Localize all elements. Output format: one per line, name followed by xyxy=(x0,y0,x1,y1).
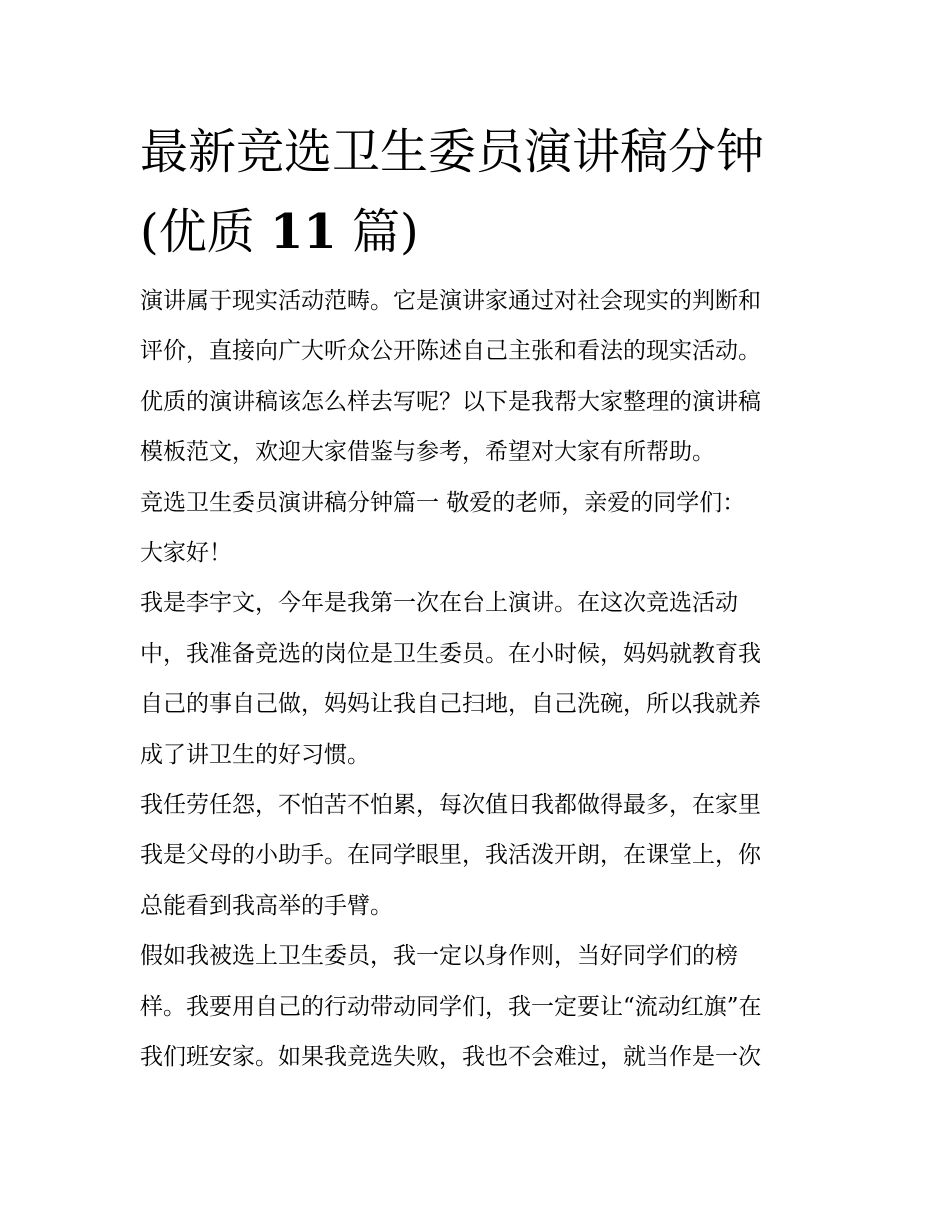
title-line-2-suffix: 篇) xyxy=(336,204,419,260)
text-line: 我是父母的小助手。在同学眼里，我活泼开朗，在课堂上，你 xyxy=(140,842,761,869)
text-line: 样。我要用自己的行动带动同学们，我一定要让“流动红旗”在 xyxy=(140,993,762,1020)
text-line: 优质的演讲稿该怎么样去写呢？以下是我帮大家整理的演讲稿 xyxy=(140,388,761,415)
greeting-paragraph xyxy=(140,528,820,578)
text-line: 我们班安家。如果我竞选失败，我也不会难过，就当作是一次 xyxy=(140,1044,761,1071)
body-paragraph xyxy=(140,780,820,931)
body-paragraph xyxy=(140,931,820,1082)
text-line: 总能看到我高举的手臂。 xyxy=(140,892,393,919)
intro-paragraph xyxy=(140,276,820,478)
title-line-1: 最新竞选卫生委员演讲稿分钟 xyxy=(140,124,765,180)
text-line: 演讲属于现实活动范畴。它是演讲家通过对社会现实的判断和 xyxy=(140,288,761,314)
section-heading-paragraph xyxy=(140,478,820,528)
document-body xyxy=(140,276,820,1083)
text-line: 竞选卫生委员演讲稿分钟篇一 敬爱的老师，亲爱的同学们： xyxy=(140,489,746,516)
title-article-count: 11 xyxy=(270,204,337,260)
text-line: 评价，直接向广大听众公开陈述自己主张和看法的现实活动。 xyxy=(140,338,761,365)
text-line: 中，我准备竞选的岗位是卫生委员。在小时候，妈妈就教育我 xyxy=(140,640,761,667)
title-line-2-prefix: (优质 xyxy=(140,204,270,260)
document-title xyxy=(140,112,820,272)
text-line: 模板范文，欢迎大家借鉴与参考，希望对大家有所帮助。 xyxy=(140,439,715,466)
text-line: 我任劳任怨，不怕苦不怕累，每次值日我都做得最多，在家里 xyxy=(140,792,761,819)
text-line: 大家好！ xyxy=(140,540,232,567)
text-line: 我是李宇文，今年是我第一次在台上演讲。在这次竞选活动 xyxy=(140,590,738,617)
title-line-2 xyxy=(140,192,820,272)
text-line: 自己的事自己做，妈妈让我自己扫地，自己洗碗，所以我就养 xyxy=(140,691,761,718)
text-line: 假如我被选上卫生委员，我一定以身作则，当好同学们的榜 xyxy=(140,943,738,970)
text-line: 成了讲卫生的好习惯。 xyxy=(140,741,370,768)
body-paragraph xyxy=(140,578,820,780)
